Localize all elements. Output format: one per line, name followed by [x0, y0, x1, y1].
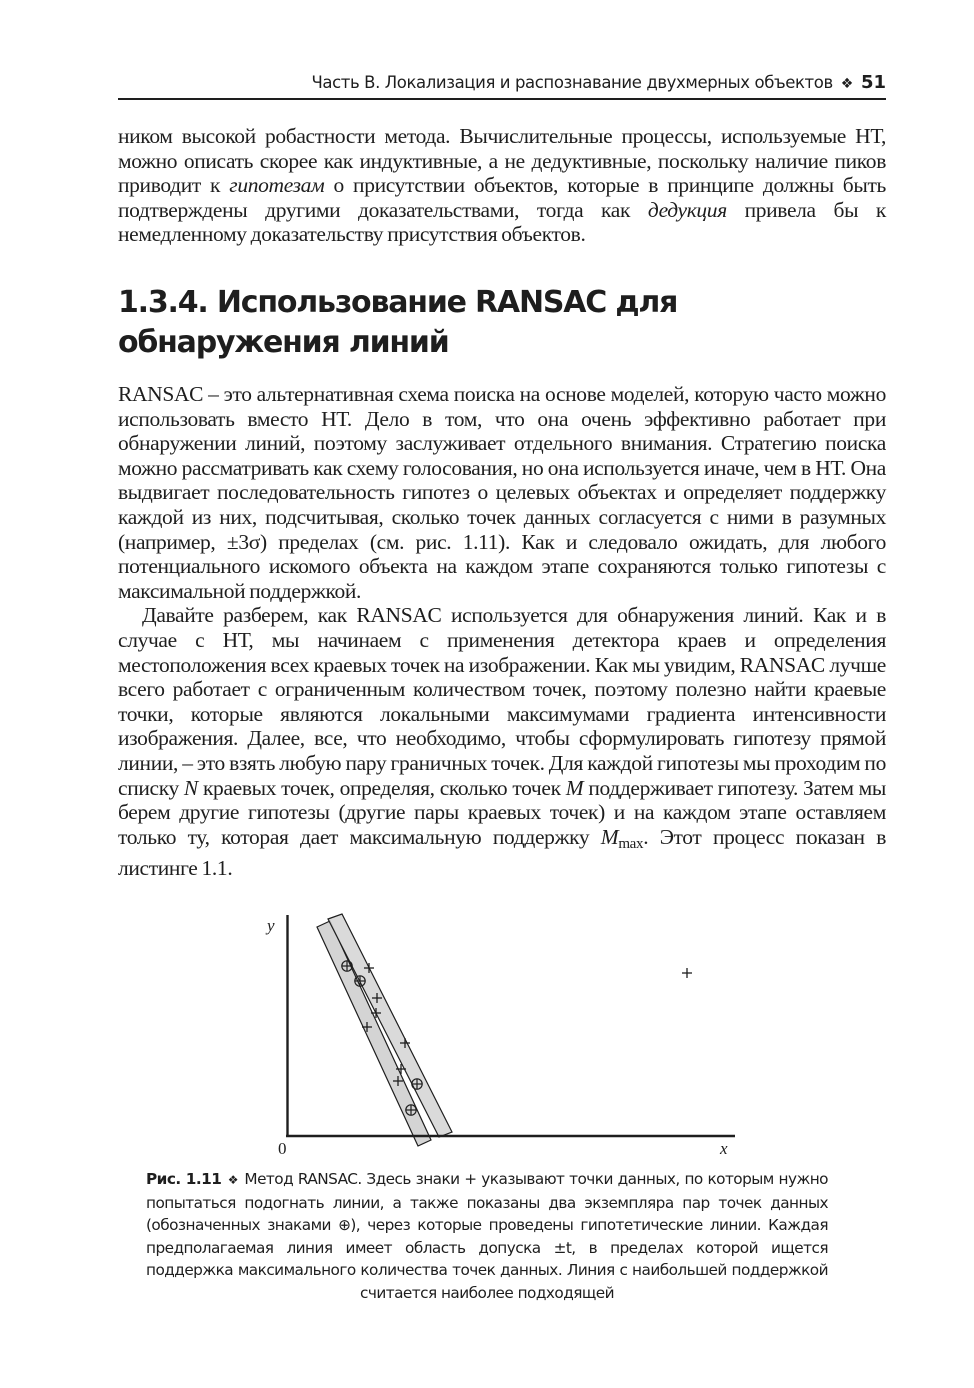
caption-text: Метод RANSAC. Здесь знаки + указывают точки данных, по которым нужно попытаться подогнать линии, а также показаны два экземпляра пар точек данных (обозначенных знаками ⊕), через которые проведены гипотетические линии. Каждая предполагаемая линия имеет область допуска ±t, в пределах которой ищется поддержка максимального количества точек данных. Линия с наибольшей поддержкой считается наиболее подходящей	[146, 1170, 828, 1302]
circled-plus-icon	[355, 976, 365, 986]
y-axis-label: y	[267, 916, 275, 935]
circled-plus-icon	[406, 1105, 416, 1115]
plus-icon	[371, 1008, 381, 1018]
text-span: . Этот процесс показан в листинге 1.1.	[118, 824, 886, 881]
x-axis-label: x	[720, 1139, 728, 1158]
plus-icon	[372, 993, 382, 1003]
origin-label: 0	[278, 1139, 287, 1158]
text-span: привела бы к немедленному доказательству присутствия объектов.	[118, 197, 887, 247]
emphasis-hypotheses: гипотезам	[229, 173, 325, 198]
data-points	[362, 963, 692, 1086]
variable-m: M	[565, 775, 584, 800]
plus-icon	[362, 1022, 372, 1032]
figure-caption	[146, 1168, 828, 1304]
variable-mmax: M	[600, 824, 619, 849]
circled-data-points	[342, 961, 422, 1115]
circled-plus-icon	[412, 1079, 422, 1089]
paragraph-ransac-intro: RANSAC – это альтернативная схема поиска на основе моделей, которую часто можно использовать вместо НТ. Дело в том, что она очень эффективно работает при обнаружении линий, поэтому заслуживает отдельного внимания. Стратегию поиска можно рассматривать как схему голосования, но она используется иначе, чем в НТ. Она выдвигает последовательность гипотез о целевых объектах и определяет поддержку каждой из них, подсчитывая, сколько точек данных согласуется с ними в разумных (например, ±3σ) пределах (см. рис. 1.11). Как и следовало ожидать, для любого потенциального искомого объекта на каждом этапе сохраняются только гипотезы с максимальной поддержкой.	[118, 382, 886, 603]
main-text	[118, 382, 886, 881]
hypothesis-band-a	[317, 921, 431, 1146]
text-span: поддерживает гипотезу. Затем мы берем другие гипотезы (другие пары краевых точек) и на каждом этапе оставляем только ту, которая дает максимальную поддержку	[118, 775, 886, 849]
running-title: Часть В. Локализация и распознавание двухмерных объектов	[311, 73, 833, 92]
plus-icon	[396, 1064, 406, 1074]
running-header	[118, 70, 886, 100]
plus-icon	[400, 1038, 410, 1048]
diamond-ornament-icon: ❖	[840, 76, 853, 92]
subscript-max: max	[618, 835, 644, 852]
figure-label: Рис. 1.11	[146, 1170, 222, 1188]
plus-icon	[364, 963, 374, 973]
text-span: о присутствии объектов, которые в принципе должны быть подтверждены другими доказательствами, тогда как	[118, 173, 886, 222]
text-span: краевых точек, определяя, сколько точек	[197, 775, 566, 800]
page-number: 51	[860, 72, 886, 93]
variable-n: N	[183, 775, 198, 800]
plus-icon	[393, 1076, 403, 1086]
paragraph-ransac-lines	[118, 603, 886, 880]
text-span: Давайте разберем, как RANSAC используется для обнаружения линий. Как и в случае с НТ, мы начинаем с применения детектора краев и определения местоположения всех краевых точек на изображении. Как мы увидим, RANSAC лучше всего работает с ограниченным количеством точек, поэтому полезно найти краевые точки, которые являются локальными максимумами градиента интенсивности изображения. Далее, все, что необходимо, чтобы сформулировать гипотезу прямой линии, – это взять любую пару граничных точек. Для каждой гипотезы мы проходим по списку	[118, 603, 886, 800]
plus-icon-outlier	[682, 968, 692, 978]
diamond-ornament-icon: ❖	[227, 1173, 239, 1187]
intro-paragraph	[118, 124, 886, 247]
section-heading: 1.3.4. Использование RANSAC для обнаружения линий	[118, 285, 678, 360]
text-span: ником высокой робастности метода. Вычислительные процессы, используемые НТ, можно описать скорее как индуктивные, а не дедуктивные, поскольку наличие пиков приводит к	[118, 124, 886, 198]
hypothesis-band-b	[328, 914, 452, 1137]
circled-plus-icon	[342, 961, 352, 971]
emphasis-deduction: дедукция	[647, 197, 727, 222]
